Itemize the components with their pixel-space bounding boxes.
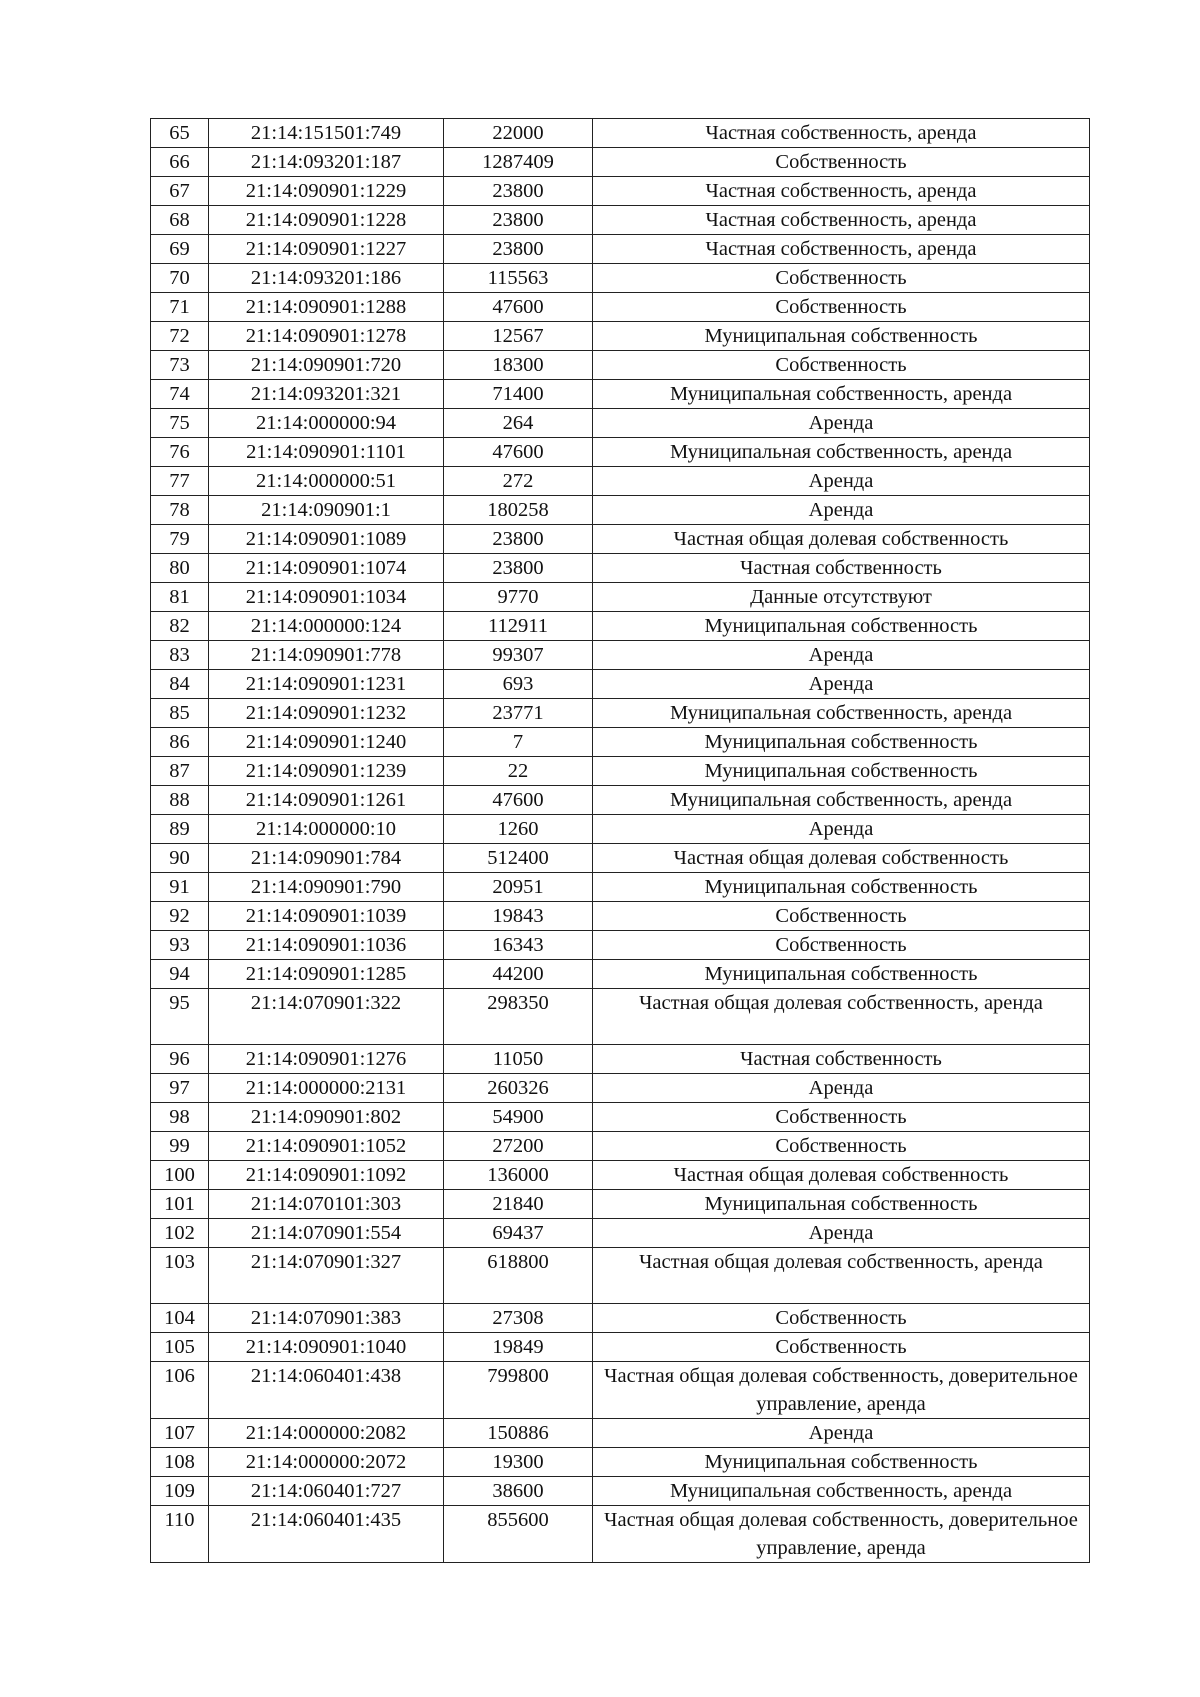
row-number-cell: 73 bbox=[151, 351, 209, 380]
row-number-cell: 70 bbox=[151, 264, 209, 293]
table-row bbox=[151, 815, 1090, 844]
area-cell: 20951 bbox=[444, 873, 593, 902]
rights-cell: Муниципальная собственность, аренда bbox=[593, 380, 1090, 409]
area-cell: 22 bbox=[444, 757, 593, 786]
row-number-cell: 72 bbox=[151, 322, 209, 351]
land-plots-table bbox=[150, 118, 1090, 1563]
area-cell: 38600 bbox=[444, 1477, 593, 1506]
row-number-cell: 96 bbox=[151, 1045, 209, 1074]
cadastral-number-cell: 21:14:000000:51 bbox=[209, 467, 444, 496]
table-row bbox=[151, 1103, 1090, 1132]
rights-cell: Частная собственность, аренда bbox=[593, 177, 1090, 206]
table-row bbox=[151, 931, 1090, 960]
cadastral-number-cell: 21:14:070901:322 bbox=[209, 989, 444, 1045]
table-row bbox=[151, 583, 1090, 612]
row-number-cell: 78 bbox=[151, 496, 209, 525]
cadastral-number-cell: 21:14:090901:1074 bbox=[209, 554, 444, 583]
row-number-cell: 91 bbox=[151, 873, 209, 902]
area-cell: 150886 bbox=[444, 1419, 593, 1448]
table-row bbox=[151, 989, 1090, 1045]
table-row bbox=[151, 1219, 1090, 1248]
cadastral-number-cell: 21:14:151501:749 bbox=[209, 119, 444, 148]
area-cell: 47600 bbox=[444, 786, 593, 815]
row-number-cell: 85 bbox=[151, 699, 209, 728]
area-cell: 11050 bbox=[444, 1045, 593, 1074]
table-row bbox=[151, 293, 1090, 322]
row-number-cell: 109 bbox=[151, 1477, 209, 1506]
table-row bbox=[151, 1419, 1090, 1448]
rights-cell: Частная общая долевая собственность, доверительное управление, аренда bbox=[593, 1506, 1090, 1563]
table-body bbox=[151, 119, 1090, 1563]
table-row bbox=[151, 1161, 1090, 1190]
cadastral-number-cell: 21:14:090901:1040 bbox=[209, 1333, 444, 1362]
table-row bbox=[151, 873, 1090, 902]
area-cell: 23771 bbox=[444, 699, 593, 728]
row-number-cell: 102 bbox=[151, 1219, 209, 1248]
cadastral-number-cell: 21:14:090901:1261 bbox=[209, 786, 444, 815]
area-cell: 136000 bbox=[444, 1161, 593, 1190]
row-number-cell: 110 bbox=[151, 1506, 209, 1563]
area-cell: 618800 bbox=[444, 1248, 593, 1304]
rights-cell: Частная собственность, аренда bbox=[593, 206, 1090, 235]
table-row bbox=[151, 902, 1090, 931]
cadastral-number-cell: 21:14:090901:1036 bbox=[209, 931, 444, 960]
area-cell: 54900 bbox=[444, 1103, 593, 1132]
cadastral-number-cell: 21:14:000000:124 bbox=[209, 612, 444, 641]
rights-cell: Собственность bbox=[593, 902, 1090, 931]
area-cell: 19843 bbox=[444, 902, 593, 931]
area-cell: 23800 bbox=[444, 525, 593, 554]
rights-cell: Аренда bbox=[593, 1219, 1090, 1248]
table-row bbox=[151, 322, 1090, 351]
rights-cell: Собственность bbox=[593, 931, 1090, 960]
row-number-cell: 92 bbox=[151, 902, 209, 931]
cadastral-number-cell: 21:14:093201:321 bbox=[209, 380, 444, 409]
area-cell: 23800 bbox=[444, 554, 593, 583]
row-number-cell: 97 bbox=[151, 1074, 209, 1103]
row-number-cell: 81 bbox=[151, 583, 209, 612]
area-cell: 18300 bbox=[444, 351, 593, 380]
rights-cell: Собственность bbox=[593, 264, 1090, 293]
rights-cell: Собственность bbox=[593, 293, 1090, 322]
table-row bbox=[151, 554, 1090, 583]
row-number-cell: 66 bbox=[151, 148, 209, 177]
area-cell: 855600 bbox=[444, 1506, 593, 1563]
cadastral-number-cell: 21:14:090901:1278 bbox=[209, 322, 444, 351]
table-row bbox=[151, 1362, 1090, 1419]
rights-cell: Частная собственность, аренда bbox=[593, 235, 1090, 264]
rights-cell: Муниципальная собственность bbox=[593, 322, 1090, 351]
area-cell: 9770 bbox=[444, 583, 593, 612]
rights-cell: Аренда bbox=[593, 641, 1090, 670]
table-row bbox=[151, 844, 1090, 873]
area-cell: 1260 bbox=[444, 815, 593, 844]
rights-cell: Частная общая долевая собственность, аренда bbox=[593, 1248, 1090, 1304]
row-number-cell: 76 bbox=[151, 438, 209, 467]
area-cell: 23800 bbox=[444, 235, 593, 264]
row-number-cell: 68 bbox=[151, 206, 209, 235]
cadastral-number-cell: 21:14:000000:94 bbox=[209, 409, 444, 438]
cadastral-number-cell: 21:14:090901:784 bbox=[209, 844, 444, 873]
area-cell: 12567 bbox=[444, 322, 593, 351]
cadastral-number-cell: 21:14:090901:1227 bbox=[209, 235, 444, 264]
area-cell: 1287409 bbox=[444, 148, 593, 177]
cadastral-number-cell: 21:14:060401:435 bbox=[209, 1506, 444, 1563]
rights-cell: Аренда bbox=[593, 409, 1090, 438]
area-cell: 264 bbox=[444, 409, 593, 438]
rights-cell: Частная собственность, аренда bbox=[593, 119, 1090, 148]
cadastral-number-cell: 21:14:070901:554 bbox=[209, 1219, 444, 1248]
cadastral-number-cell: 21:14:060401:727 bbox=[209, 1477, 444, 1506]
cadastral-number-cell: 21:14:000000:2131 bbox=[209, 1074, 444, 1103]
area-cell: 23800 bbox=[444, 206, 593, 235]
row-number-cell: 108 bbox=[151, 1448, 209, 1477]
table-row bbox=[151, 380, 1090, 409]
row-number-cell: 88 bbox=[151, 786, 209, 815]
row-number-cell: 82 bbox=[151, 612, 209, 641]
cadastral-number-cell: 21:14:090901:1 bbox=[209, 496, 444, 525]
cadastral-number-cell: 21:14:000000:10 bbox=[209, 815, 444, 844]
cadastral-number-cell: 21:14:090901:1239 bbox=[209, 757, 444, 786]
rights-cell: Частная общая долевая собственность bbox=[593, 1161, 1090, 1190]
rights-cell: Аренда bbox=[593, 1419, 1090, 1448]
area-cell: 27308 bbox=[444, 1304, 593, 1333]
row-number-cell: 69 bbox=[151, 235, 209, 264]
cadastral-number-cell: 21:14:090901:1276 bbox=[209, 1045, 444, 1074]
rights-cell: Муниципальная собственность, аренда bbox=[593, 699, 1090, 728]
table-row bbox=[151, 1045, 1090, 1074]
area-cell: 799800 bbox=[444, 1362, 593, 1419]
row-number-cell: 107 bbox=[151, 1419, 209, 1448]
cadastral-number-cell: 21:14:093201:187 bbox=[209, 148, 444, 177]
table-row bbox=[151, 351, 1090, 380]
rights-cell: Частная общая долевая собственность bbox=[593, 844, 1090, 873]
cadastral-number-cell: 21:14:000000:2082 bbox=[209, 1419, 444, 1448]
row-number-cell: 83 bbox=[151, 641, 209, 670]
rights-cell: Муниципальная собственность bbox=[593, 960, 1090, 989]
rights-cell: Данные отсутствуют bbox=[593, 583, 1090, 612]
cadastral-number-cell: 21:14:093201:186 bbox=[209, 264, 444, 293]
table-row bbox=[151, 1074, 1090, 1103]
table-row bbox=[151, 1333, 1090, 1362]
table-row bbox=[151, 960, 1090, 989]
row-number-cell: 106 bbox=[151, 1362, 209, 1419]
row-number-cell: 94 bbox=[151, 960, 209, 989]
rights-cell: Аренда bbox=[593, 815, 1090, 844]
row-number-cell: 98 bbox=[151, 1103, 209, 1132]
row-number-cell: 80 bbox=[151, 554, 209, 583]
area-cell: 19300 bbox=[444, 1448, 593, 1477]
cadastral-number-cell: 21:14:090901:790 bbox=[209, 873, 444, 902]
table-row bbox=[151, 467, 1090, 496]
rights-cell: Аренда bbox=[593, 670, 1090, 699]
cadastral-number-cell: 21:14:090901:1240 bbox=[209, 728, 444, 757]
area-cell: 16343 bbox=[444, 931, 593, 960]
cadastral-number-cell: 21:14:090901:1285 bbox=[209, 960, 444, 989]
table-row bbox=[151, 206, 1090, 235]
row-number-cell: 67 bbox=[151, 177, 209, 206]
table-row bbox=[151, 612, 1090, 641]
area-cell: 512400 bbox=[444, 844, 593, 873]
area-cell: 22000 bbox=[444, 119, 593, 148]
area-cell: 180258 bbox=[444, 496, 593, 525]
table-row bbox=[151, 786, 1090, 815]
area-cell: 71400 bbox=[444, 380, 593, 409]
row-number-cell: 71 bbox=[151, 293, 209, 322]
table-row bbox=[151, 1477, 1090, 1506]
area-cell: 23800 bbox=[444, 177, 593, 206]
row-number-cell: 103 bbox=[151, 1248, 209, 1304]
table-row bbox=[151, 409, 1090, 438]
area-cell: 112911 bbox=[444, 612, 593, 641]
cadastral-number-cell: 21:14:090901:1089 bbox=[209, 525, 444, 554]
cadastral-number-cell: 21:14:070901:383 bbox=[209, 1304, 444, 1333]
rights-cell: Собственность bbox=[593, 1103, 1090, 1132]
table-row bbox=[151, 1448, 1090, 1477]
table-row bbox=[151, 1506, 1090, 1563]
area-cell: 260326 bbox=[444, 1074, 593, 1103]
row-number-cell: 77 bbox=[151, 467, 209, 496]
cadastral-number-cell: 21:14:090901:1228 bbox=[209, 206, 444, 235]
row-number-cell: 93 bbox=[151, 931, 209, 960]
row-number-cell: 100 bbox=[151, 1161, 209, 1190]
row-number-cell: 105 bbox=[151, 1333, 209, 1362]
table-row bbox=[151, 148, 1090, 177]
row-number-cell: 99 bbox=[151, 1132, 209, 1161]
area-cell: 69437 bbox=[444, 1219, 593, 1248]
rights-cell: Муниципальная собственность bbox=[593, 728, 1090, 757]
rights-cell: Собственность bbox=[593, 1304, 1090, 1333]
row-number-cell: 74 bbox=[151, 380, 209, 409]
rights-cell: Муниципальная собственность bbox=[593, 757, 1090, 786]
cadastral-number-cell: 21:14:090901:1229 bbox=[209, 177, 444, 206]
row-number-cell: 104 bbox=[151, 1304, 209, 1333]
rights-cell: Муниципальная собственность bbox=[593, 1190, 1090, 1219]
table-row bbox=[151, 728, 1090, 757]
rights-cell: Муниципальная собственность bbox=[593, 1448, 1090, 1477]
table-row bbox=[151, 496, 1090, 525]
table-row bbox=[151, 641, 1090, 670]
rights-cell: Собственность bbox=[593, 351, 1090, 380]
area-cell: 21840 bbox=[444, 1190, 593, 1219]
table-row bbox=[151, 670, 1090, 699]
rights-cell: Частная общая долевая собственность, доверительное управление, аренда bbox=[593, 1362, 1090, 1419]
row-number-cell: 101 bbox=[151, 1190, 209, 1219]
cadastral-number-cell: 21:14:090901:720 bbox=[209, 351, 444, 380]
row-number-cell: 79 bbox=[151, 525, 209, 554]
row-number-cell: 86 bbox=[151, 728, 209, 757]
rights-cell: Муниципальная собственность, аренда bbox=[593, 786, 1090, 815]
area-cell: 7 bbox=[444, 728, 593, 757]
rights-cell: Собственность bbox=[593, 1333, 1090, 1362]
table-row bbox=[151, 699, 1090, 728]
cadastral-number-cell: 21:14:090901:1288 bbox=[209, 293, 444, 322]
rights-cell: Муниципальная собственность, аренда bbox=[593, 1477, 1090, 1506]
area-cell: 44200 bbox=[444, 960, 593, 989]
table-row bbox=[151, 119, 1090, 148]
rights-cell: Аренда bbox=[593, 467, 1090, 496]
cadastral-number-cell: 21:14:090901:1039 bbox=[209, 902, 444, 931]
cadastral-number-cell: 21:14:090901:802 bbox=[209, 1103, 444, 1132]
rights-cell: Аренда bbox=[593, 496, 1090, 525]
rights-cell: Муниципальная собственность, аренда bbox=[593, 438, 1090, 467]
table-row bbox=[151, 177, 1090, 206]
cadastral-number-cell: 21:14:090901:1052 bbox=[209, 1132, 444, 1161]
table-row bbox=[151, 1248, 1090, 1304]
area-cell: 298350 bbox=[444, 989, 593, 1045]
row-number-cell: 65 bbox=[151, 119, 209, 148]
rights-cell: Частная собственность bbox=[593, 1045, 1090, 1074]
row-number-cell: 84 bbox=[151, 670, 209, 699]
rights-cell: Частная общая долевая собственность bbox=[593, 525, 1090, 554]
table-row bbox=[151, 1190, 1090, 1219]
cadastral-number-cell: 21:14:090901:778 bbox=[209, 641, 444, 670]
rights-cell: Собственность bbox=[593, 1132, 1090, 1161]
table-row bbox=[151, 264, 1090, 293]
row-number-cell: 89 bbox=[151, 815, 209, 844]
table-row bbox=[151, 525, 1090, 554]
area-cell: 693 bbox=[444, 670, 593, 699]
area-cell: 115563 bbox=[444, 264, 593, 293]
area-cell: 47600 bbox=[444, 438, 593, 467]
area-cell: 272 bbox=[444, 467, 593, 496]
table-row bbox=[151, 438, 1090, 467]
cadastral-number-cell: 21:14:090901:1232 bbox=[209, 699, 444, 728]
row-number-cell: 90 bbox=[151, 844, 209, 873]
area-cell: 19849 bbox=[444, 1333, 593, 1362]
row-number-cell: 75 bbox=[151, 409, 209, 438]
rights-cell: Частная собственность bbox=[593, 554, 1090, 583]
cadastral-number-cell: 21:14:090901:1092 bbox=[209, 1161, 444, 1190]
area-cell: 27200 bbox=[444, 1132, 593, 1161]
rights-cell: Муниципальная собственность bbox=[593, 612, 1090, 641]
area-cell: 99307 bbox=[444, 641, 593, 670]
cadastral-number-cell: 21:14:070101:303 bbox=[209, 1190, 444, 1219]
row-number-cell: 95 bbox=[151, 989, 209, 1045]
table-row bbox=[151, 235, 1090, 264]
cadastral-number-cell: 21:14:090901:1034 bbox=[209, 583, 444, 612]
area-cell: 47600 bbox=[444, 293, 593, 322]
rights-cell: Собственность bbox=[593, 148, 1090, 177]
cadastral-number-cell: 21:14:090901:1231 bbox=[209, 670, 444, 699]
cadastral-number-cell: 21:14:070901:327 bbox=[209, 1248, 444, 1304]
table-row bbox=[151, 1132, 1090, 1161]
rights-cell: Частная общая долевая собственность, аренда bbox=[593, 989, 1090, 1045]
table-row bbox=[151, 757, 1090, 786]
row-number-cell: 87 bbox=[151, 757, 209, 786]
rights-cell: Муниципальная собственность bbox=[593, 873, 1090, 902]
cadastral-number-cell: 21:14:060401:438 bbox=[209, 1362, 444, 1419]
cadastral-number-cell: 21:14:090901:1101 bbox=[209, 438, 444, 467]
rights-cell: Аренда bbox=[593, 1074, 1090, 1103]
table-row bbox=[151, 1304, 1090, 1333]
cadastral-number-cell: 21:14:000000:2072 bbox=[209, 1448, 444, 1477]
